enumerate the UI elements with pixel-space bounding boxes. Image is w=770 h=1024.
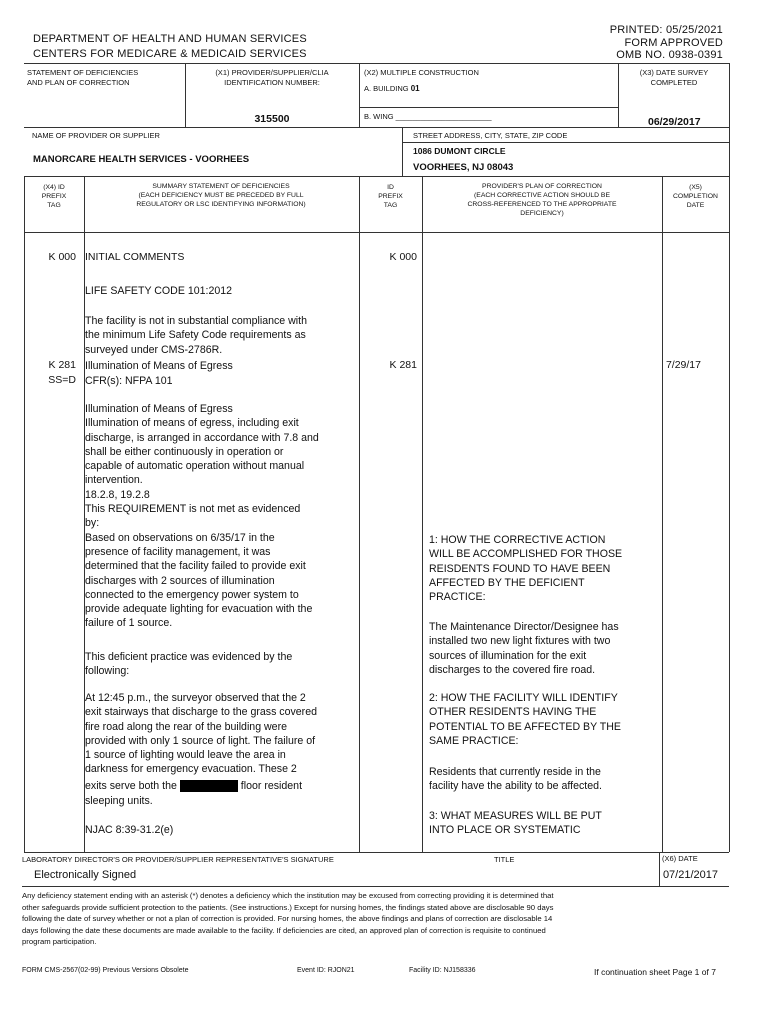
x1-label: (X1) PROVIDER/SUPPLIER/CLIA IDENTIFICATION NUMBER: [215, 68, 329, 87]
redaction-block [180, 780, 238, 792]
observation-redacted-line: exits serve both the floor resident [85, 780, 303, 792]
completion-date: 7/29/17 [665, 359, 701, 371]
rule [24, 176, 729, 177]
agency-title: CENTERS FOR MEDICARE & MEDICAID SERVICES [33, 48, 307, 60]
rule [402, 127, 403, 176]
rule [22, 886, 729, 887]
omb-number: OMB NO. 0938-0391 [616, 49, 723, 61]
evidence-intro: This deficient practice was evidenced by the following: [85, 651, 293, 678]
k281-cfr: CFR(s): NFPA 101 [85, 375, 173, 387]
rule [24, 63, 729, 64]
code-reference: LIFE SAFETY CODE 101:2012 [85, 285, 233, 297]
form-number: FORM CMS-2567(02-99) Previous Versions Obsolete [22, 967, 189, 974]
building-field: A. BUILDING 01 [364, 84, 420, 93]
rule [24, 176, 25, 852]
corrective-action-text: The Maintenance Director/Designee has installed two new light fixtures with two sources of illumination for the exit discharges to the covered fire road. [429, 621, 619, 676]
corrective-action-heading: 1: HOW THE CORRECTIVE ACTION WILL BE ACCOMPLISHED FOR THOSE REISDENTS FOUND TO HAVE BEEN AFFECTED BY THE DEFICIENT PRACTICE: [429, 534, 623, 604]
rule [24, 127, 729, 128]
printed-date: PRINTED: 05/25/2021 [609, 24, 723, 36]
event-id: Event ID: RJON21 [297, 967, 355, 974]
x5-header: (X5) COMPLETION DATE [673, 184, 718, 209]
measures-heading: 3: WHAT MEASURES WILL BE PUT INTO PLACE OR SYSTEMATIC [429, 810, 602, 837]
rule [402, 142, 729, 143]
x2-label: (X2) MULTIPLE CONSTRUCTION [364, 68, 479, 77]
summary-header: SUMMARY STATEMENT OF DEFICIENCIES (EACH DEFICIENCY MUST BE PRECEDED BY FULL REGULATORY OR LSC IDENTIFYING INFORMATION) [136, 183, 306, 208]
identify-text: Residents that currently reside in the facility have the ability to be affected. [429, 766, 602, 793]
njac-reference: NJAC 8:39-31.2(e) [85, 824, 174, 836]
form-approved: FORM APPROVED [624, 37, 723, 49]
survey-date: 06/29/2017 [648, 116, 701, 128]
observation-text: At 12:45 p.m., the surveyor observed that the 2 exit stairways that discharge to the grass covered fire road along the rear of the building were provided with only 1 source of light. The failure of 1 source of lighting would leave the area in darkness for emergency evacuation. These 2 [85, 692, 317, 776]
rule [359, 176, 360, 852]
signature-label: LABORATORY DIRECTOR'S OR PROVIDER/SUPPLIER REPRESENTATIVE'S SIGNATURE [22, 855, 334, 864]
provider-name-label: NAME OF PROVIDER OR SUPPLIER [32, 131, 160, 140]
provider-id-number: 315500 [254, 113, 290, 125]
compliance-statement: The facility is not in substantial compliance with the minimum Life Safety Code requirements as surveyed under CMS-2786R. [85, 315, 307, 356]
facility-id: Facility ID: NJ158336 [409, 967, 476, 974]
observation-end: sleeping units. [85, 795, 153, 807]
scope-severity: SS=D [48, 374, 76, 386]
signature-date: 07/21/2017 [662, 869, 718, 881]
rule [659, 852, 660, 886]
rule [662, 176, 663, 852]
wing-field: B. WING _______________________ [364, 112, 492, 121]
rule [359, 107, 618, 108]
k281-title: Illumination of Means of Egress [85, 360, 233, 372]
statement-label: STATEMENT OF DEFICIENCIES AND PLAN OF CORRECTION [27, 68, 139, 87]
signature-value: Electronically Signed [34, 869, 137, 881]
identify-heading: 2: HOW THE FACILITY WILL IDENTIFY OTHER RESIDENTS HAVING THE POTENTIAL TO BE AFFECTED BY THE SAME PRACTICE: [429, 692, 621, 747]
title-label: TITLE [494, 855, 515, 864]
x3-label: (X3) DATE SURVEY COMPLETED [639, 68, 709, 87]
rule [24, 232, 729, 233]
street-address: 1086 DUMONT CIRCLE [413, 146, 506, 156]
address-label: STREET ADDRESS, CITY, STATE, ZIP CODE [413, 131, 568, 140]
tag-k281: K 281 [48, 359, 76, 371]
initial-comments-title: INITIAL COMMENTS [85, 251, 185, 263]
tag-k281-right: K 281 [389, 359, 417, 371]
rule [359, 63, 360, 127]
plan-header: PROVIDER'S PLAN OF CORRECTION (EACH CORRECTIVE ACTION SHOULD BE CROSS-REFERENCED TO THE APPROPRIATE DEFICIENCY) [467, 183, 617, 217]
rule [729, 63, 730, 852]
date-label: (X6) DATE [662, 854, 698, 863]
disclaimer-text: Any deficiency statement ending with an asterisk (*) denotes a deficiency which the institution may be excused from correcting providing it is determined that other safeguards provide sufficient protection to the patients. (See instructions.) Except for nursing homes, the findings stated above are disclosable 90 days following the date of survey whether or not a plan of correction is provided. For nursing homes, the above findings and plans of correction are disclosable 14 days following the date these documents are made available to the facility. If deficiencies are cited, an approved plan of correction is requisite to continued program participation. [22, 891, 554, 947]
tag-k000-right: K 000 [389, 251, 417, 263]
x4-header: (X4) ID PREFIX TAG [41, 184, 67, 209]
rule [24, 852, 729, 853]
provider-name: MANORCARE HEALTH SERVICES - VOORHEES [33, 154, 250, 165]
rule [422, 176, 423, 852]
findings-text: Illumination of Means of Egress Illumination of means of egress, including exit discharge, is arranged in accordance with 7.8 and shall be either continuously in operation or capable of automatic operation without manual intervention. 18.2.8, 19.2.8 This REQUIREMENT is not met as evidenced by: Based on observations on 6/35/17 in the presence of facility management, it was determined that the facility failed to provide exit discharges with 2 sources of illumination connected to the emergency power system to provide adequate lighting for evacuation with the failure of 1 source. [85, 403, 319, 630]
department-title: DEPARTMENT OF HEALTH AND HUMAN SERVICES [33, 33, 307, 45]
tag-k000: K 000 [48, 251, 76, 263]
id-header: ID PREFIX TAG [378, 184, 403, 209]
city-state-zip: VOORHEES, NJ 08043 [413, 162, 514, 173]
page-indicator: If continuation sheet Page 1 of 7 [594, 967, 716, 977]
